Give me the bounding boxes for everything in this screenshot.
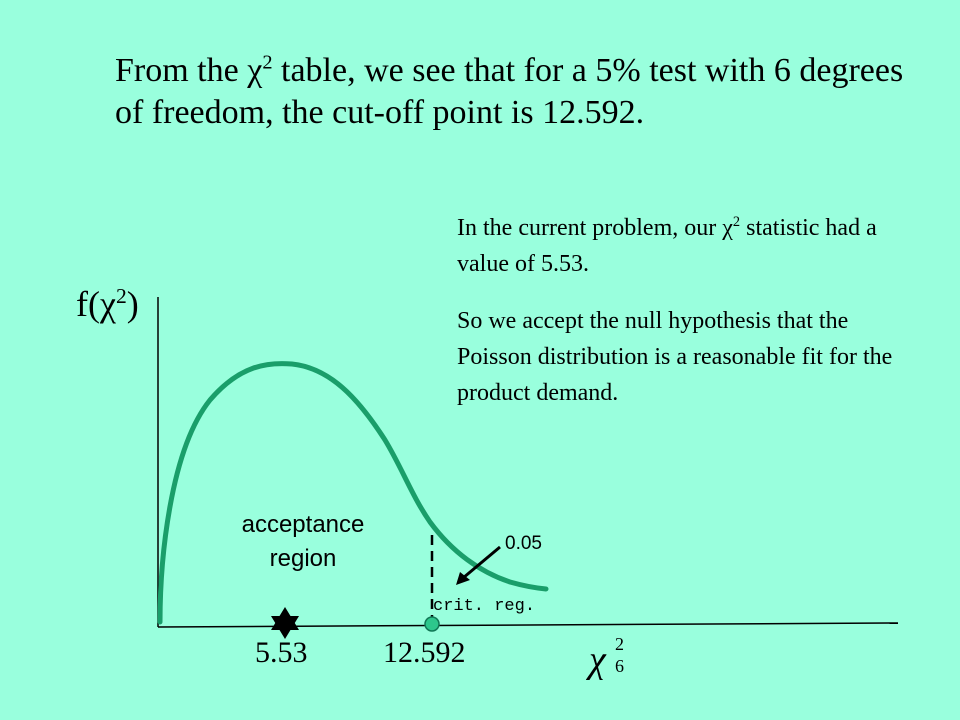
tick-critical: 12.592 [383, 636, 466, 669]
statistic-star-icon [271, 607, 299, 639]
conclusion-note: So we accept the null hypothesis that the Poisson distribution is a reasonable fit for the product demand. [457, 308, 893, 406]
headline-chi: χ [247, 52, 263, 89]
note1-post: statistic had a value of 5.53. [457, 215, 877, 277]
ylabel-post: ) [126, 284, 139, 324]
x-axis-sup: 2 [615, 634, 624, 654]
x-axis [158, 623, 898, 627]
tick-statistic: 5.53 [255, 636, 308, 669]
note1-sup: 2 [732, 214, 741, 230]
note1-chi: χ [722, 215, 733, 241]
headline-pre: From the [115, 52, 248, 89]
alpha-label: 0.05 [505, 533, 542, 554]
x-axis-chi: χ [589, 639, 606, 681]
ylabel-sup: 2 [115, 284, 127, 308]
x-axis-label [585, 628, 645, 688]
x-axis-sub: 6 [615, 656, 624, 676]
ylabel-chi: χ [99, 284, 116, 324]
critical-region-label: crit. reg. [433, 597, 536, 616]
critical-point-marker [425, 617, 439, 631]
ylabel-pre: f( [76, 284, 100, 324]
acceptance-region-label: acceptance region [241, 511, 365, 572]
note1-pre: In the current problem, our [457, 215, 723, 241]
headline-sup: 2 [262, 51, 273, 74]
density-curve [160, 364, 546, 622]
headline-post: table, we see that for a 5% test with 6 degrees of freedom, the cut-off point is 12.592. [115, 52, 904, 131]
